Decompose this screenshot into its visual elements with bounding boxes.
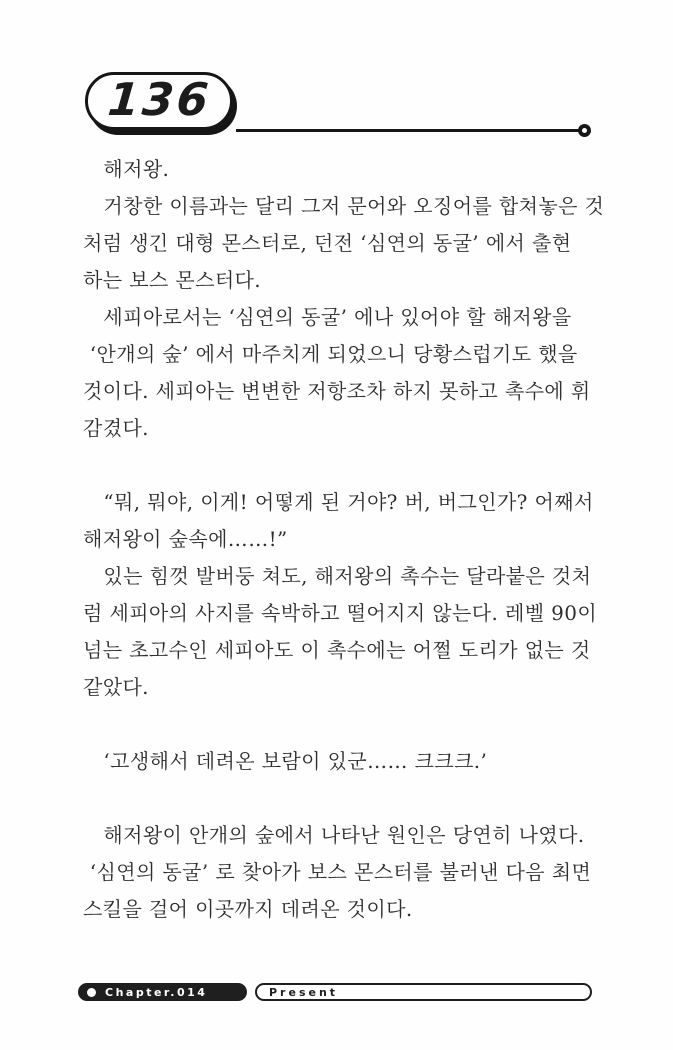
text-line-blank <box>83 447 618 484</box>
text-line: 스킬을 걸어 이곳까지 데려온 것이다. <box>83 897 413 921</box>
text-line: 거창한 이름과는 달리 그저 문어와 오징어를 합쳐놓은 것 <box>83 194 605 218</box>
text-line: 럼 세피아의 사지를 속박하고 떨어지지 않는다. 레벨 90이 <box>83 601 598 625</box>
text-line: ‘안개의 숲’ 에서 마주치게 되었으니 당황스럽기도 했을 <box>83 342 578 366</box>
text-line: 해저왕. <box>83 157 170 181</box>
text-line: “뭐, 뭐야, 이게! 어떻게 된 거야? 버, 버그인가? 어째서 <box>83 490 594 514</box>
text-line: ‘고생해서 데려온 보람이 있군…… 크크크.’ <box>83 749 488 773</box>
present-badge <box>255 983 592 1001</box>
text-line: ‘심연의 동굴’ 로 찾아가 보스 몬스터를 불러낸 다음 최면 <box>83 860 592 884</box>
chapter-badge <box>78 983 247 1001</box>
page-number: 136 <box>105 73 213 126</box>
header-rule-line <box>236 129 580 132</box>
text-line: 세피아로서는 ‘심연의 동굴’ 에나 있어야 할 해저왕을 <box>83 305 572 329</box>
text-line-blank <box>83 706 618 743</box>
present-label: Present <box>269 985 339 999</box>
text-line: 있는 힘껏 발버둥 쳐도, 해저왕의 촉수는 달라붙은 것처 <box>83 564 592 588</box>
chapter-label: Chapter.014 <box>105 985 208 999</box>
bullet-icon <box>87 988 96 997</box>
page-number-badge <box>85 72 233 130</box>
body-text <box>83 151 618 928</box>
text-line: 해저왕이 안개의 숲에서 나타난 원인은 당연히 나였다. <box>83 823 585 847</box>
text-line: 해저왕이 숲속에……!” <box>83 527 288 551</box>
text-line: 감겼다. <box>83 416 149 440</box>
text-line: 하는 보스 몬스터다. <box>83 268 262 292</box>
text-line: 넘는 초고수인 세피아도 이 촉수에는 어쩔 도리가 없는 것 <box>83 638 591 662</box>
text-line-blank <box>83 780 618 817</box>
text-line: 것이다. 세피아는 변변한 저항조차 하지 못하고 촉수에 휘 <box>83 379 591 403</box>
text-line: 같았다. <box>83 675 149 699</box>
text-line: 처럼 생긴 대형 몬스터로, 던전 ‘심연의 동굴’ 에서 출현 <box>83 231 572 255</box>
